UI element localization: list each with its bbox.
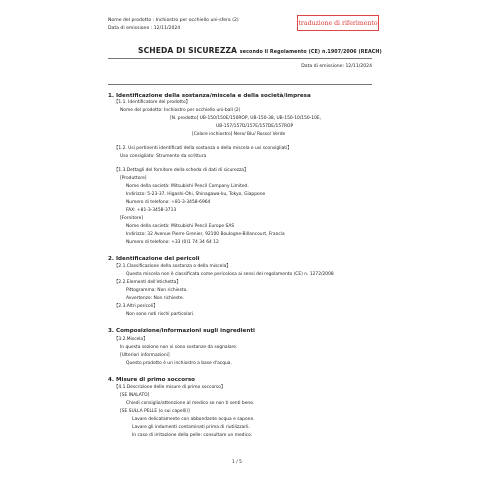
- section-3-2-heading: 【3.2.Miscela】: [114, 337, 148, 342]
- section-2-3-heading: 【2.3.Altri pericoli】: [114, 304, 158, 309]
- mixture-text: In questa sezione non vi sono sostanze da segnalare.: [120, 345, 238, 350]
- section-2-2-heading: 【2.2.Elementi dell'etichetta】: [114, 280, 181, 285]
- producer-label: [Produttore]: [120, 176, 147, 181]
- reference-translation-stamp: traduzione di riferimento: [297, 15, 379, 31]
- supplier-label: [Fornitore]: [120, 216, 144, 221]
- title-divider: [108, 58, 372, 59]
- document-title: [138, 46, 382, 55]
- skin-text-wash: Lavare delicatamente con abbondante acqua e sapone.: [132, 417, 255, 422]
- skin-text-clothing: Lavare gli indumenti contaminati prima di riutilizzarli.: [132, 425, 250, 430]
- skin-text-irritation: In caso di irritazione della pelle: consultare un medico.: [132, 433, 253, 438]
- header-issue-date: Data di emissione : 12/11/2024: [108, 26, 181, 31]
- inhaled-text: Chiedi consiglio/attenzione al medico se non ti senti bene.: [126, 401, 255, 406]
- classification-text: Questa miscela non è classificata come pericolosa ai sensi del regolamento (CE) n. 1272/2008: [126, 272, 334, 277]
- producer-address: Indirizzo: 5-23-37, Higashi-Ohi, Shinagawa-ku, Tokyo, Giappone: [126, 192, 266, 197]
- issue-date-right: Data di emissione: 12/11/2024: [301, 64, 372, 69]
- section-2-heading: 2. Identificazione dei pericoli: [108, 256, 200, 262]
- warnings-text: Avvertenze: Non richieste.: [126, 296, 184, 301]
- supplier-address: Indirizzo: 32 Avenue Pierre Grenier, 92100 Boulogne-Billancourt, Francia: [126, 232, 285, 237]
- product-name-line: Nome del prodotto: Inchiostro per occhiello uni-ball (2): [120, 108, 241, 113]
- other-hazards-text: Non sono noti rischi particolari.: [126, 312, 195, 317]
- section-2-1-heading: 【2.1.Classificazione della sostanza o della miscela】: [114, 264, 231, 269]
- section-1-2-heading: 【1.2. Usi pertinenti identificati della sostanza o della miscela e usi sconsigliati】: [114, 146, 292, 151]
- further-info-label: [Ulteriori informazioni]: [120, 353, 170, 358]
- document-title-main: SCHEDA DI SICUREZZA: [138, 46, 238, 55]
- recommended-use: Uso consigliato: Strumento da scrittura: [120, 154, 207, 159]
- producer-fax: FAX: +81-3-3458-3713: [126, 208, 177, 213]
- section-1-heading: 1. Identificazione della sostanza/miscela e della società/impresa: [108, 93, 311, 99]
- supplier-company: Nome della società: Mitsubishi Pencil Europe SAS: [126, 224, 235, 229]
- producer-phone: Numero di telefono: +81-3-3458-6964: [126, 200, 211, 205]
- section-3-heading: 3. Composizione/informazioni sugli ingredienti: [108, 328, 255, 334]
- ink-colors-line: [Colore inchiostro] Nero/ Blu/ Rosso/ Verde: [192, 132, 286, 137]
- section-1-3-heading: 【1.3.Dettagli del fornitore della scheda di dati di sicurezza】: [114, 168, 249, 173]
- page-number: 1 / 5: [232, 460, 242, 465]
- skin-label: [SE SULLA PELLE (o sui capelli)]: [120, 409, 190, 414]
- producer-company: Nome della società: Mitsubishi Pencil Company Limited.: [126, 184, 249, 189]
- product-models-line-2: UB-157/157D/157E/157DE/157ROP: [216, 124, 294, 129]
- product-models-line-1: [N. prodotto] UB-150/150E/150ROP, UB-150-38, UB-150-10/150-10E,: [170, 116, 322, 121]
- water-based-text: Questo prodotto è un inchiostro a base d'acqua.: [126, 361, 232, 366]
- header-product-name: Nome del prodotto : Inchiostro per occhiello uni-sfera (2): [108, 18, 239, 23]
- section-1-1-heading: 【1.1. Identificatore del prodotto】: [114, 100, 191, 105]
- section-4-1-heading: 【4.1.Descrizione delle misure di primo soccorso】: [114, 385, 226, 390]
- section-divider: [108, 84, 372, 85]
- section-4-heading: 4. Misure di primo soccorso: [108, 377, 196, 383]
- inhaled-label: [SE INALATO]: [120, 393, 150, 398]
- pictogram-text: Pittogramma: Non richiesto.: [126, 288, 188, 293]
- document-title-sub: secondo il Regolamento (CE) n.1907/2006 (REACH): [239, 50, 382, 55]
- supplier-phone: Numero di telefono: +33 (0)1 74 34 64 12: [126, 240, 219, 245]
